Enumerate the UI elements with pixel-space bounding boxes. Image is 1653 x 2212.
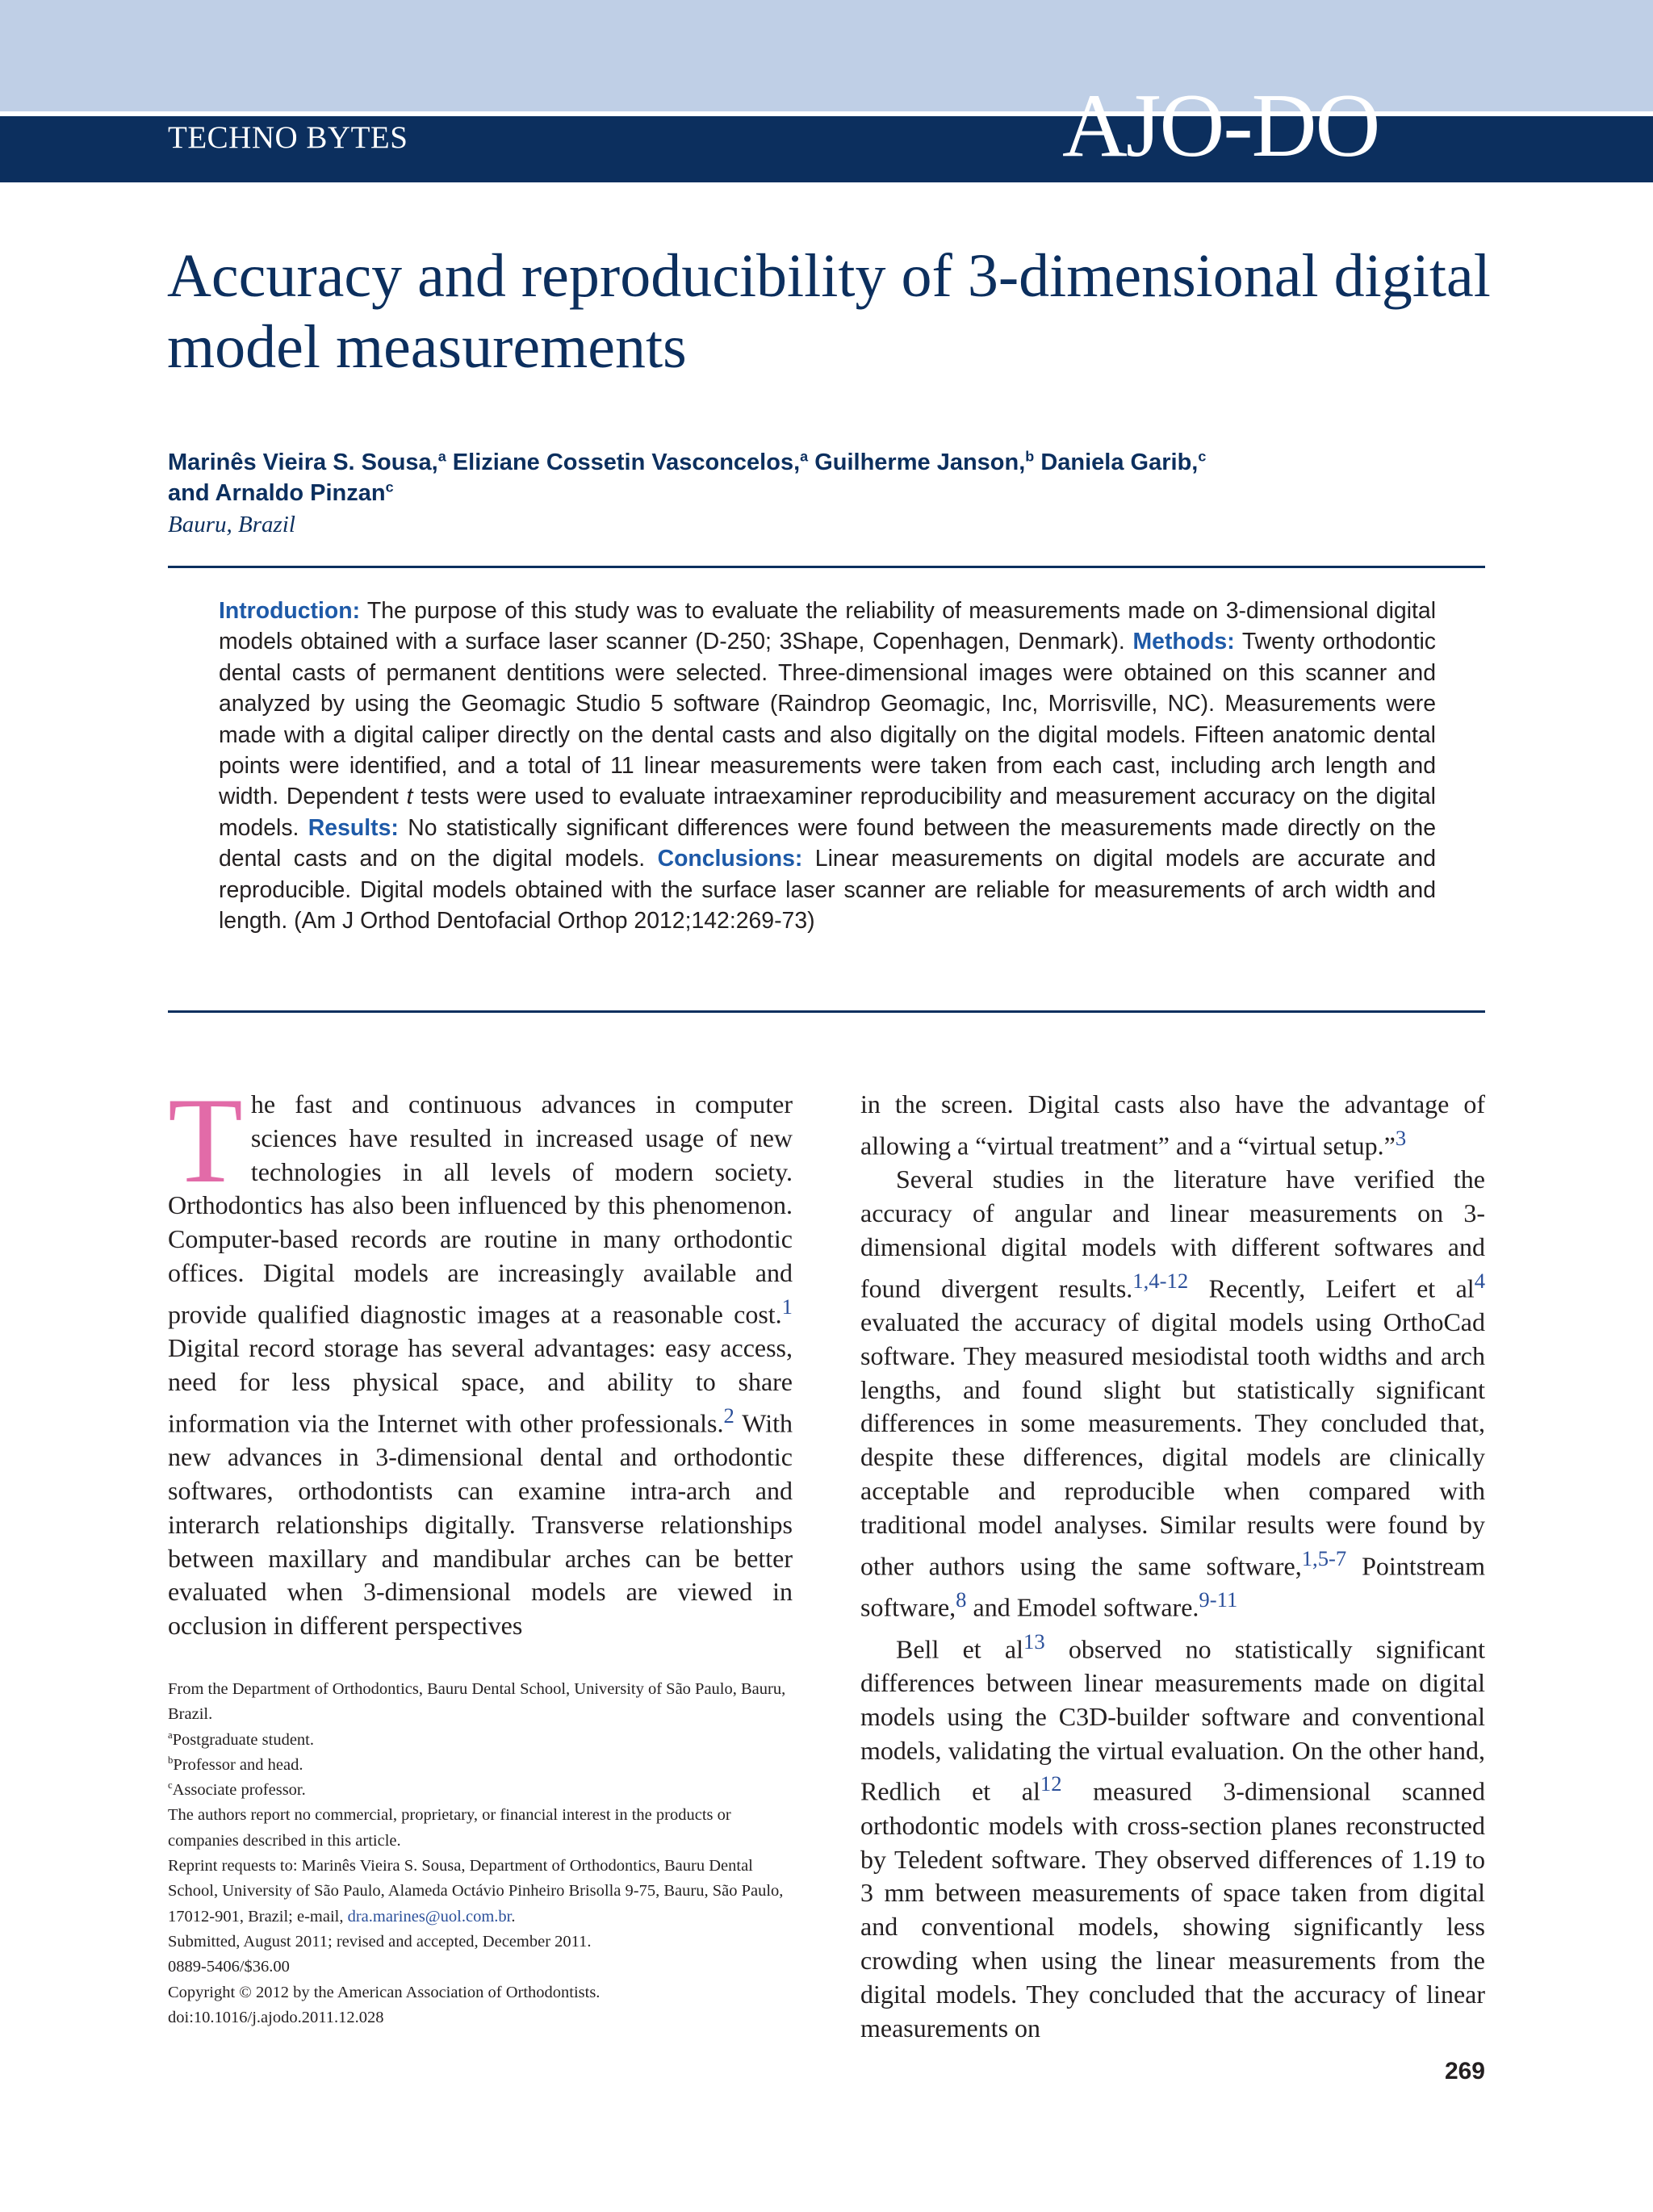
abstract-methods-t: t xyxy=(406,784,413,810)
affiliation-mark: a xyxy=(800,448,809,465)
journal-logo: AJO-DO xyxy=(1062,76,1379,176)
body-text: Several studies in the literature have verified the accuracy of angular and linear measurements on 3-dimensional digital models with different softwares and found divergent results. xyxy=(860,1165,1485,1303)
footnote-text: Professor and head. xyxy=(173,1755,303,1774)
body-column-right xyxy=(860,1088,1485,2045)
author-name: Guilherme Janson, xyxy=(814,450,1026,475)
body-text: Recently, Leifert et al xyxy=(1188,1273,1475,1303)
abstract-results: No statistically significant differences were found between the measurements made directly on the dental casts and on the digital models. xyxy=(219,814,1436,872)
citation-link[interactable]: 3 xyxy=(1395,1125,1407,1150)
citation-link[interactable]: 1,4-12 xyxy=(1132,1268,1189,1293)
header-top-band xyxy=(0,0,1653,111)
citation-link[interactable]: 12 xyxy=(1040,1771,1062,1796)
footnote-text: Postgraduate student. xyxy=(172,1730,315,1749)
footnote-department: From the Department of Orthodontics, Bauru Dental School, University of São Paulo, Bauru, Brazil. xyxy=(168,1680,786,1724)
abstract-conclusions: Linear measurements on digital models are accurate and reproducible. Digital models obtained with the surface laser scanner are reliable for measurements of arch width and length. (Am J Orthod Dentofacial Orthop 2012;142:269-73) xyxy=(219,846,1436,935)
abstract-label-results: Results: xyxy=(308,814,399,841)
body-paragraph xyxy=(168,1073,793,1643)
section-label: TECHNO BYTES xyxy=(168,120,408,155)
body-paragraph xyxy=(860,1625,1485,2046)
body-text: observed no statistically significant differences between linear measurements made on digital models using the C3D-builder software and conventional models, validating the virtual evaluation. On the other hand, Redlich et al xyxy=(860,1634,1486,1807)
body-text: evaluated the accuracy of digital models using OrthoCad software. They measured mesiodistal tooth widths and arch lengths, and found slight but statistically significant differences in some measurements. They concluded that, despite these differences, digital models are clinically acceptable and reproducible when compared with traditional model analyses. Similar results were found by other authors using the same software, xyxy=(860,1307,1485,1581)
footnote-text: Associate professor. xyxy=(172,1781,306,1800)
body-text: Pointstream software, xyxy=(860,1551,1486,1622)
citation-link[interactable]: 1 xyxy=(781,1294,793,1319)
footnote-affiliation-b xyxy=(168,1753,793,1778)
footnote-affiliation-c xyxy=(168,1778,793,1803)
body-text: and Emodel software. xyxy=(966,1592,1199,1622)
abstract-label-conclusions: Conclusions: xyxy=(657,846,803,872)
author-name: Eliziane Cossetin Vasconcelos, xyxy=(452,450,801,475)
citation-link[interactable]: 1,5-7 xyxy=(1301,1545,1347,1570)
affiliation-mark: c xyxy=(1198,448,1207,465)
footnote-submitted: Submitted, August 2011; revised and accepted, December 2011. xyxy=(168,1932,592,1951)
citation-link[interactable]: 13 xyxy=(1023,1629,1045,1654)
footnote-issn: 0889-5406/$36.00 xyxy=(168,1958,290,1976)
body-text: With new advances in 3-dimensional dental and orthodontic softwares, orthodontists can examine intra-arch and interarch relationships digitally. Transverse relationships between maxillary and mandibular arches can be better evaluated when 3-dimensional models are viewed in occlusion in different perspectives xyxy=(168,1408,793,1641)
affiliation-mark: b xyxy=(1025,448,1035,465)
author-name: Daniela Garib, xyxy=(1040,450,1199,475)
abstract xyxy=(219,596,1436,936)
abstract-methods: Twenty orthodontic dental casts of permanent dentitions were selected. Three-dimensional images were obtained on this scanner and analyzed by using the Geomagic Studio 5 software (Raindrop Geomagic, Inc, Morrisville, NC). Measurements were made with a digital caliper directly on the dental casts and also digitally on the digital models. Fifteen anatomic dental points were identified, and a total of 11 linear measurements were taken from each cast, including arch length and width. Dependent xyxy=(219,629,1436,810)
article-title: Accuracy and reproducibility of 3-dimensional digital model measurements xyxy=(167,242,1491,381)
body-text: Digital record storage has several advantages: easy access, need for less physical space, and ability to share information via the Internet with other professionals. xyxy=(168,1333,793,1438)
footnote-text: . xyxy=(511,1907,516,1926)
affiliation-mark: b xyxy=(168,1754,174,1767)
footnote-conflict: The authors report no commercial, proprietary, or financial interest in the products or companies described in this article. xyxy=(168,1806,731,1850)
footnote-text: Reprint requests to: Marinês Vieira S. Sousa, Department of Orthodontics, Bauru Dental School, University of São Paulo, Alameda Octávio Pinheiro Brisolla 9-75, Bauru, São Paulo, 17012-901, Brazil; e-mail, xyxy=(168,1857,784,1926)
affiliation-mark: a xyxy=(437,448,446,465)
author-location: Bauru, Brazil xyxy=(168,512,295,537)
footnotes xyxy=(168,1677,793,2030)
body-column-left xyxy=(168,1073,793,1643)
citation-link[interactable]: 9-11 xyxy=(1199,1587,1238,1612)
affiliation-mark: a xyxy=(168,1729,173,1741)
footnote-affiliation-a xyxy=(168,1728,793,1753)
body-paragraph xyxy=(860,1163,1485,1625)
citation-link[interactable]: 8 xyxy=(956,1587,967,1612)
author-name: and Arnaldo Pinzan xyxy=(168,480,386,506)
abstract-top-rule xyxy=(168,566,1485,568)
footnote-copyright: Copyright © 2012 by the American Association of Orthodontists. xyxy=(168,1983,601,2001)
body-paragraph xyxy=(860,1088,1485,1163)
abstract-introduction: The purpose of this study was to evaluate the reliability of measurements made on 3-dimensional digital models obtained with a surface laser scanner (D-250; 3Shape, Copenhagen, Denmark). xyxy=(219,598,1437,655)
citation-link[interactable]: 4 xyxy=(1474,1268,1486,1293)
body-text: measured 3-dimensional scanned orthodontic models with cross-section planes reconstructed by Teledent software. They observed differences of 1.19 to 3 mm between measurements of space taken from digital and conventional models, showing significantly less crowding when using the linear measurements from the digital models. They concluded that the accuracy of linear measurements on xyxy=(860,1777,1486,2043)
abstract-methods: tests were used to evaluate intraexaminer reproducibility and measurement accuracy on the digital models. xyxy=(219,784,1436,841)
footnote-doi: doi:10.1016/j.ajodo.2011.12.028 xyxy=(168,2008,384,2026)
author-list xyxy=(168,447,1443,508)
affiliation-mark: c xyxy=(385,479,394,496)
affiliation-mark: c xyxy=(168,1779,173,1792)
email-link[interactable]: dra.marines@uol.com.br xyxy=(347,1907,512,1926)
body-text: in the screen. Digital casts also have the advantage of allowing a “virtual treatment” and a “virtual setup.” xyxy=(860,1089,1485,1160)
page-number: 269 xyxy=(1444,2058,1485,2084)
abstract-label-introduction: Introduction: xyxy=(219,598,361,624)
author-name: Marinês Vieira S. Sousa, xyxy=(168,450,438,475)
abstract-label-methods: Methods: xyxy=(1132,629,1235,655)
drop-cap: T xyxy=(168,1073,243,1208)
abstract-bottom-rule xyxy=(168,1010,1485,1013)
body-text: Bell et al xyxy=(896,1634,1024,1664)
footnote-reprint xyxy=(168,1854,793,1930)
citation-link[interactable]: 2 xyxy=(723,1403,734,1428)
body-text: he fast and continuous advances in computer sciences have resulted in increased usage of new technologies in all levels of modern society. Orthodontics has also been influenced by this phenomenon. Computer-based records are routine in many orthodontic offices. Digital models are increasingly available and provide qualified diagnostic images at a reasonable cost. xyxy=(168,1089,793,1329)
